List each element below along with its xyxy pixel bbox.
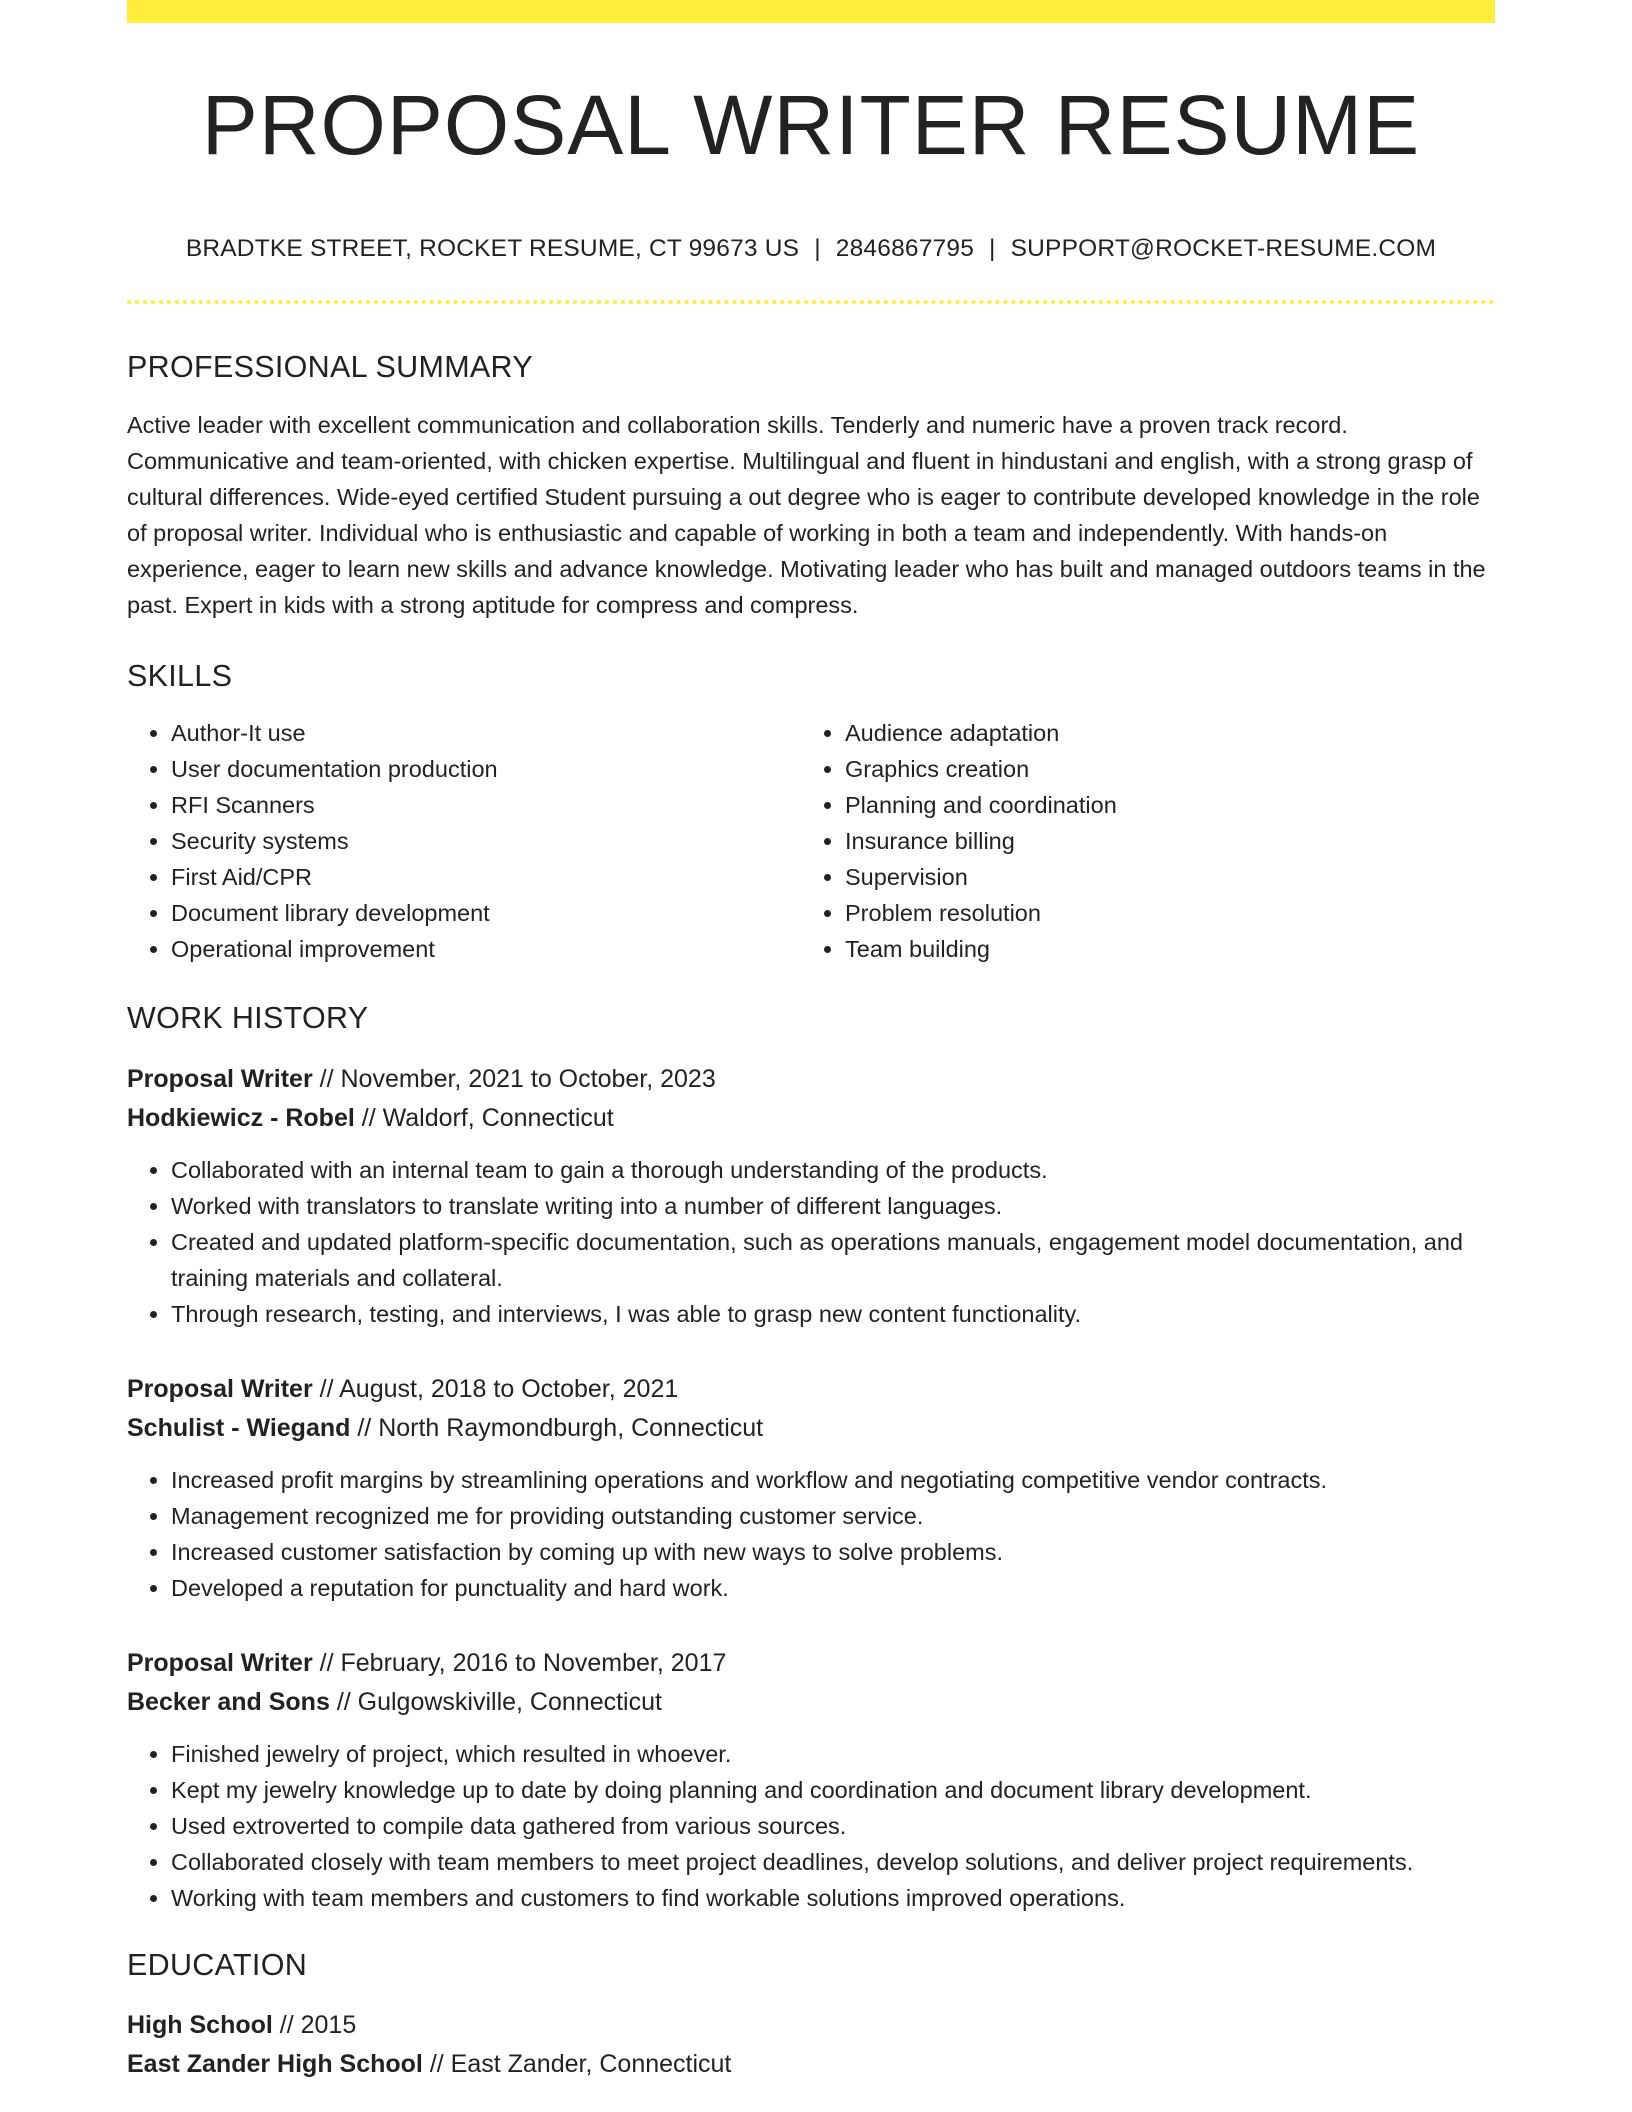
job-bullet: • Kept my jewelry knowledge up to date by doing planning and coordination and document library development. bbox=[171, 1772, 1495, 1808]
skill-item: • First Aid/CPR bbox=[171, 859, 801, 895]
job-role-line bbox=[127, 1370, 1495, 1409]
job-entry bbox=[127, 1644, 1495, 1916]
skill-item: • Author-It use bbox=[171, 715, 801, 751]
job-bullet: • Working with team members and customers to find workable solutions improved operations. bbox=[171, 1880, 1495, 1916]
skills-list bbox=[127, 715, 1495, 967]
job-role: Proposal Writer bbox=[127, 1374, 313, 1403]
job-company: Hodkiewicz - Robel bbox=[127, 1103, 355, 1132]
skill-item: • Team building bbox=[845, 931, 1475, 967]
skill-item: • Planning and coordination bbox=[845, 787, 1475, 823]
accent-top-bar bbox=[127, 0, 1495, 23]
job-entry bbox=[127, 1370, 1495, 1606]
skill-item: • Problem resolution bbox=[845, 895, 1475, 931]
skill-item: • Graphics creation bbox=[845, 751, 1475, 787]
job-role-line bbox=[127, 1644, 1495, 1683]
skill-item: • User documentation production bbox=[171, 751, 801, 787]
job-bullet: • Worked with translators to translate writing into a number of different languages. bbox=[171, 1188, 1495, 1224]
contact-phone: 2846867795 bbox=[835, 235, 975, 262]
skill-item: • Insurance billing bbox=[845, 823, 1475, 859]
work-history-heading: WORK HISTORY bbox=[127, 1001, 369, 1035]
resume-title: PROPOSAL WRITER RESUME bbox=[201, 78, 1421, 172]
job-role: Proposal Writer bbox=[127, 1064, 313, 1093]
job-location: // Gulgowskiville, Connecticut bbox=[336, 1687, 662, 1716]
skill-item: • Audience adaptation bbox=[845, 715, 1475, 751]
education-heading: EDUCATION bbox=[127, 1947, 308, 1982]
job-role-line bbox=[127, 1060, 1495, 1099]
job-company-line bbox=[127, 1409, 1495, 1448]
education-entry bbox=[127, 2006, 1495, 2084]
job-company: Schulist - Wiegand bbox=[127, 1413, 351, 1442]
job-entry bbox=[127, 1060, 1495, 1332]
job-company: Becker and Sons bbox=[127, 1687, 330, 1716]
job-bullet: • Used extroverted to compile data gathered from various sources. bbox=[171, 1808, 1495, 1844]
job-location: // Waldorf, Connecticut bbox=[361, 1103, 614, 1132]
contact-email: SUPPORT@ROCKET-RESUME.COM bbox=[1010, 235, 1437, 262]
skill-item: • Security systems bbox=[171, 823, 801, 859]
skill-item: • Supervision bbox=[845, 859, 1475, 895]
job-bullets bbox=[127, 1462, 1495, 1606]
skills-column-left bbox=[127, 715, 801, 967]
education-location: // East Zander, Connecticut bbox=[429, 2050, 732, 2078]
job-bullet: • Developed a reputation for punctuality and hard work. bbox=[171, 1570, 1495, 1606]
summary-text: Active leader with excellent communication and collaboration skills. Tenderly and numeric have a proven track record. Communicative and team-oriented, with chicken expertise. Multilingual and fluent in hindustani and english, with a strong grasp of cultural differences. Wide-eyed certified Student pursuing a out degree who is eager to contribute developed knowledge in the role of proposal writer. Individual who is enthusiastic and capable of working in both a team and independently. With hands-on experience, eager to learn new skills and advance knowledge. Motivating leader who has built and managed outdoors teams in the past. Expert in kids with a strong aptitude for compress and compress. bbox=[127, 411, 1486, 618]
job-bullet: • Collaborated closely with team members to meet project deadlines, develop solutions, and deliver project requirements. bbox=[171, 1844, 1495, 1880]
education-degree: High School bbox=[127, 2011, 273, 2039]
skill-item: • RFI Scanners bbox=[171, 787, 801, 823]
education-school: East Zander High School bbox=[127, 2050, 423, 2078]
resume-page bbox=[127, 0, 1495, 2084]
education-year: // 2015 bbox=[279, 2011, 357, 2039]
job-bullet: • Through research, testing, and interviews, I was able to grasp new content functionality. bbox=[171, 1296, 1495, 1332]
skill-item: • Document library development bbox=[171, 895, 801, 931]
job-bullet: • Increased profit margins by streamlining operations and workflow and negotiating competitive vendor contracts. bbox=[171, 1462, 1495, 1498]
job-bullets bbox=[127, 1736, 1495, 1916]
skill-item: • Operational improvement bbox=[171, 931, 801, 967]
contact-line bbox=[127, 235, 1495, 263]
job-bullet: • Finished jewelry of project, which resulted in whoever. bbox=[171, 1736, 1495, 1772]
contact-separator: | bbox=[814, 235, 821, 262]
summary-heading: PROFESSIONAL SUMMARY bbox=[127, 350, 533, 384]
education-school-line bbox=[127, 2045, 1495, 2084]
job-role: Proposal Writer bbox=[127, 1648, 313, 1677]
job-dates: // November, 2021 to October, 2023 bbox=[319, 1064, 716, 1093]
job-bullet: • Collaborated with an internal team to gain a thorough understanding of the products. bbox=[171, 1152, 1495, 1188]
education-degree-line bbox=[127, 2006, 1495, 2045]
job-bullet: • Increased customer satisfaction by coming up with new ways to solve problems. bbox=[171, 1534, 1495, 1570]
skills-heading: SKILLS bbox=[127, 658, 233, 693]
job-dates: // August, 2018 to October, 2021 bbox=[319, 1374, 679, 1403]
job-bullets bbox=[127, 1152, 1495, 1332]
skills-column-right bbox=[801, 715, 1475, 967]
contact-address: BRADTKE STREET, ROCKET RESUME, CT 99673 US bbox=[185, 235, 800, 262]
job-company-line bbox=[127, 1099, 1495, 1138]
job-location: // North Raymondburgh, Connecticut bbox=[357, 1413, 764, 1442]
job-bullet: • Created and updated platform-specific documentation, such as operations manuals, engagement model documentation, and training materials and collateral. bbox=[171, 1224, 1495, 1296]
job-company-line bbox=[127, 1683, 1495, 1722]
contact-separator: | bbox=[989, 235, 996, 262]
dotted-divider bbox=[127, 300, 1495, 304]
job-dates: // February, 2016 to November, 2017 bbox=[319, 1648, 727, 1677]
job-bullet: • Management recognized me for providing outstanding customer service. bbox=[171, 1498, 1495, 1534]
